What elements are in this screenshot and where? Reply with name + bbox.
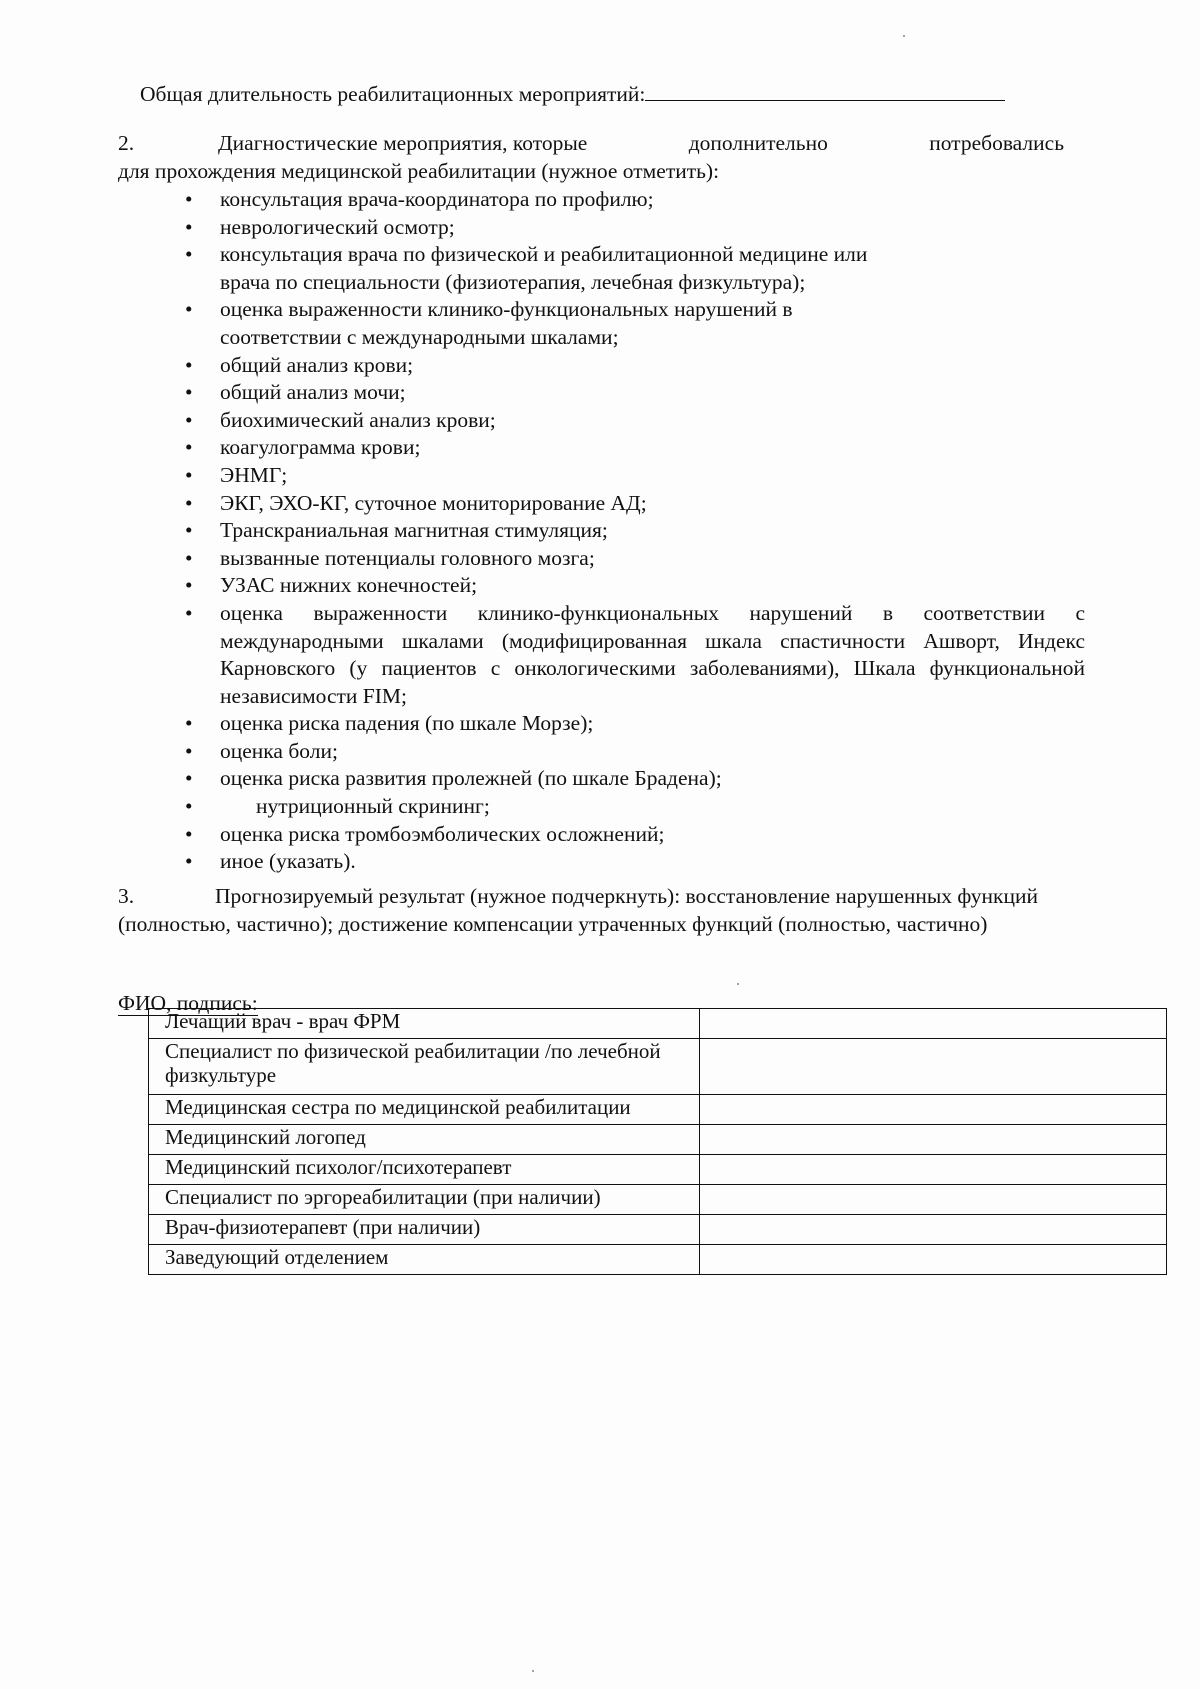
signature-cell[interactable] bbox=[700, 1009, 1167, 1039]
list-item: • ЭКГ, ЭХО-КГ, суточное мониторирование АД; bbox=[185, 490, 1085, 518]
list-item: • УЗАС нижних конечностей; bbox=[185, 572, 1085, 600]
table-row bbox=[149, 1245, 1167, 1275]
bullet-icon: • bbox=[185, 407, 193, 432]
scan-speck bbox=[903, 35, 905, 37]
signature-cell[interactable] bbox=[700, 1245, 1167, 1275]
list-item: • оценка боли; bbox=[185, 738, 1085, 766]
signature-cell[interactable] bbox=[700, 1095, 1167, 1125]
bullet-icon: • bbox=[185, 711, 193, 736]
list-item: • консультация врача-координатора по профилю; bbox=[185, 186, 1085, 214]
role-cell: Медицинский психолог/психотерапевт bbox=[149, 1155, 700, 1185]
total-duration-line bbox=[140, 80, 1080, 109]
section-2-number: 2. bbox=[118, 131, 135, 155]
bullet-icon: • bbox=[185, 214, 193, 239]
table-row bbox=[149, 1039, 1167, 1095]
list-item: • нутриционный скрининг; bbox=[185, 793, 1085, 821]
table-row bbox=[149, 1185, 1167, 1215]
list-item: • общий анализ мочи; bbox=[185, 379, 1085, 407]
list-item: • оценка риска развития пролежней (по шкале Брадена); bbox=[185, 765, 1085, 793]
bullet-icon: • bbox=[185, 821, 193, 846]
signature-cell[interactable] bbox=[700, 1185, 1167, 1215]
bullet-icon: • bbox=[185, 600, 193, 625]
section-2-heading-part: Диагностические мероприятия, которые bbox=[218, 131, 588, 155]
bullet-icon: • bbox=[185, 738, 193, 763]
bullet-icon: • bbox=[185, 849, 193, 874]
list-item: • оценка выраженности клинико-функциональных нарушений в соответствии с международными шкалами (модифицированная шкала спастичности Ашворт, Индекс Карновского (у пациентов с онкологическими заболеваниями), Шкала функциональной независимости FIM; bbox=[185, 600, 1085, 708]
section-2-heading-part: дополнительно bbox=[688, 131, 828, 155]
bullet-icon: • bbox=[185, 435, 193, 460]
list-item: • биохимический анализ крови; bbox=[185, 407, 1085, 435]
role-cell: Медицинская сестра по медицинской реабилитации bbox=[149, 1095, 700, 1125]
section-3-paragraph bbox=[118, 883, 1064, 938]
role-cell: Специалист по эргореабилитации (при наличии) bbox=[149, 1185, 700, 1215]
signature-cell[interactable] bbox=[700, 1155, 1167, 1185]
section-2-heading-line2: для прохождения медицинской реабилитации (нужное отметить): bbox=[118, 158, 720, 183]
bullet-icon: • bbox=[185, 766, 193, 791]
role-cell: Заведующий отделением bbox=[149, 1245, 700, 1275]
section-2-heading bbox=[118, 130, 1064, 185]
scan-speck bbox=[532, 1670, 534, 1672]
role-cell: Врач-физиотерапевт (при наличии) bbox=[149, 1215, 700, 1245]
total-duration-blank bbox=[645, 80, 1005, 101]
table-row bbox=[149, 1009, 1167, 1039]
bullet-icon: • bbox=[185, 187, 193, 211]
section-2-heading-part: потребовались bbox=[929, 131, 1064, 155]
table-row bbox=[149, 1215, 1167, 1245]
bullet-icon: • bbox=[185, 545, 193, 570]
bullet-icon: • bbox=[185, 518, 193, 543]
diagnostic-measures-list bbox=[185, 186, 1085, 876]
list-item: • ЭНМГ; bbox=[185, 462, 1085, 490]
bullet-icon: • bbox=[185, 794, 193, 819]
list-item: • оценка риска падения (по шкале Морзе); bbox=[185, 710, 1085, 738]
bullet-icon: • bbox=[185, 352, 193, 377]
role-cell: Лечащий врач - врач ФРМ bbox=[149, 1009, 700, 1039]
role-cell: Медицинский логопед bbox=[149, 1125, 700, 1155]
signature-cell[interactable] bbox=[700, 1215, 1167, 1245]
total-duration-label: Общая длительность реабилитационных мероприятий: bbox=[140, 82, 646, 106]
list-item: • консультация врача по физической и реабилитационной медицине или врача по специальности (физиотерапия, лечебная физкультура); bbox=[185, 242, 868, 294]
signature-label: ФИО, подпись: bbox=[118, 991, 258, 1015]
signature-table bbox=[148, 1008, 1167, 1275]
table-row bbox=[149, 1155, 1167, 1185]
signature-cell[interactable] bbox=[700, 1125, 1167, 1155]
list-item: • оценка выраженности клинико-функциональных нарушений в соответствии с международными шкалами; bbox=[185, 297, 793, 349]
list-item: • коагулограмма крови; bbox=[185, 434, 1085, 462]
bullet-icon: • bbox=[185, 573, 193, 598]
bullet-icon: • bbox=[185, 242, 193, 267]
bullet-icon: • bbox=[185, 380, 193, 405]
bullet-icon: • bbox=[185, 462, 193, 487]
table-row bbox=[149, 1095, 1167, 1125]
table-row bbox=[149, 1125, 1167, 1155]
list-item: • неврологический осмотр; bbox=[185, 214, 1085, 242]
scan-speck bbox=[737, 983, 739, 985]
signature-cell[interactable] bbox=[700, 1039, 1167, 1095]
list-item: • общий анализ крови; bbox=[185, 352, 1085, 380]
section-3-number: 3. bbox=[118, 884, 135, 908]
list-item: • Транскраниальная магнитная стимуляция; bbox=[185, 517, 1085, 545]
list-item: • вызванные потенциалы головного мозга; bbox=[185, 545, 1085, 573]
role-cell: Специалист по физической реабилитации /по лечебной физкультуре bbox=[149, 1039, 700, 1095]
bullet-icon: • bbox=[185, 297, 193, 322]
list-item: • оценка риска тромбоэмболических осложнений; bbox=[185, 821, 1085, 849]
list-item: • иное (указать). bbox=[185, 848, 1085, 876]
section-3-text: Прогнозируемый результат (нужное подчеркнуть): восстановление нарушенных функций (полностью, частично); достижение компенсации утраченных функций (полностью, частично) bbox=[118, 884, 1039, 936]
bullet-icon: • bbox=[185, 490, 193, 515]
